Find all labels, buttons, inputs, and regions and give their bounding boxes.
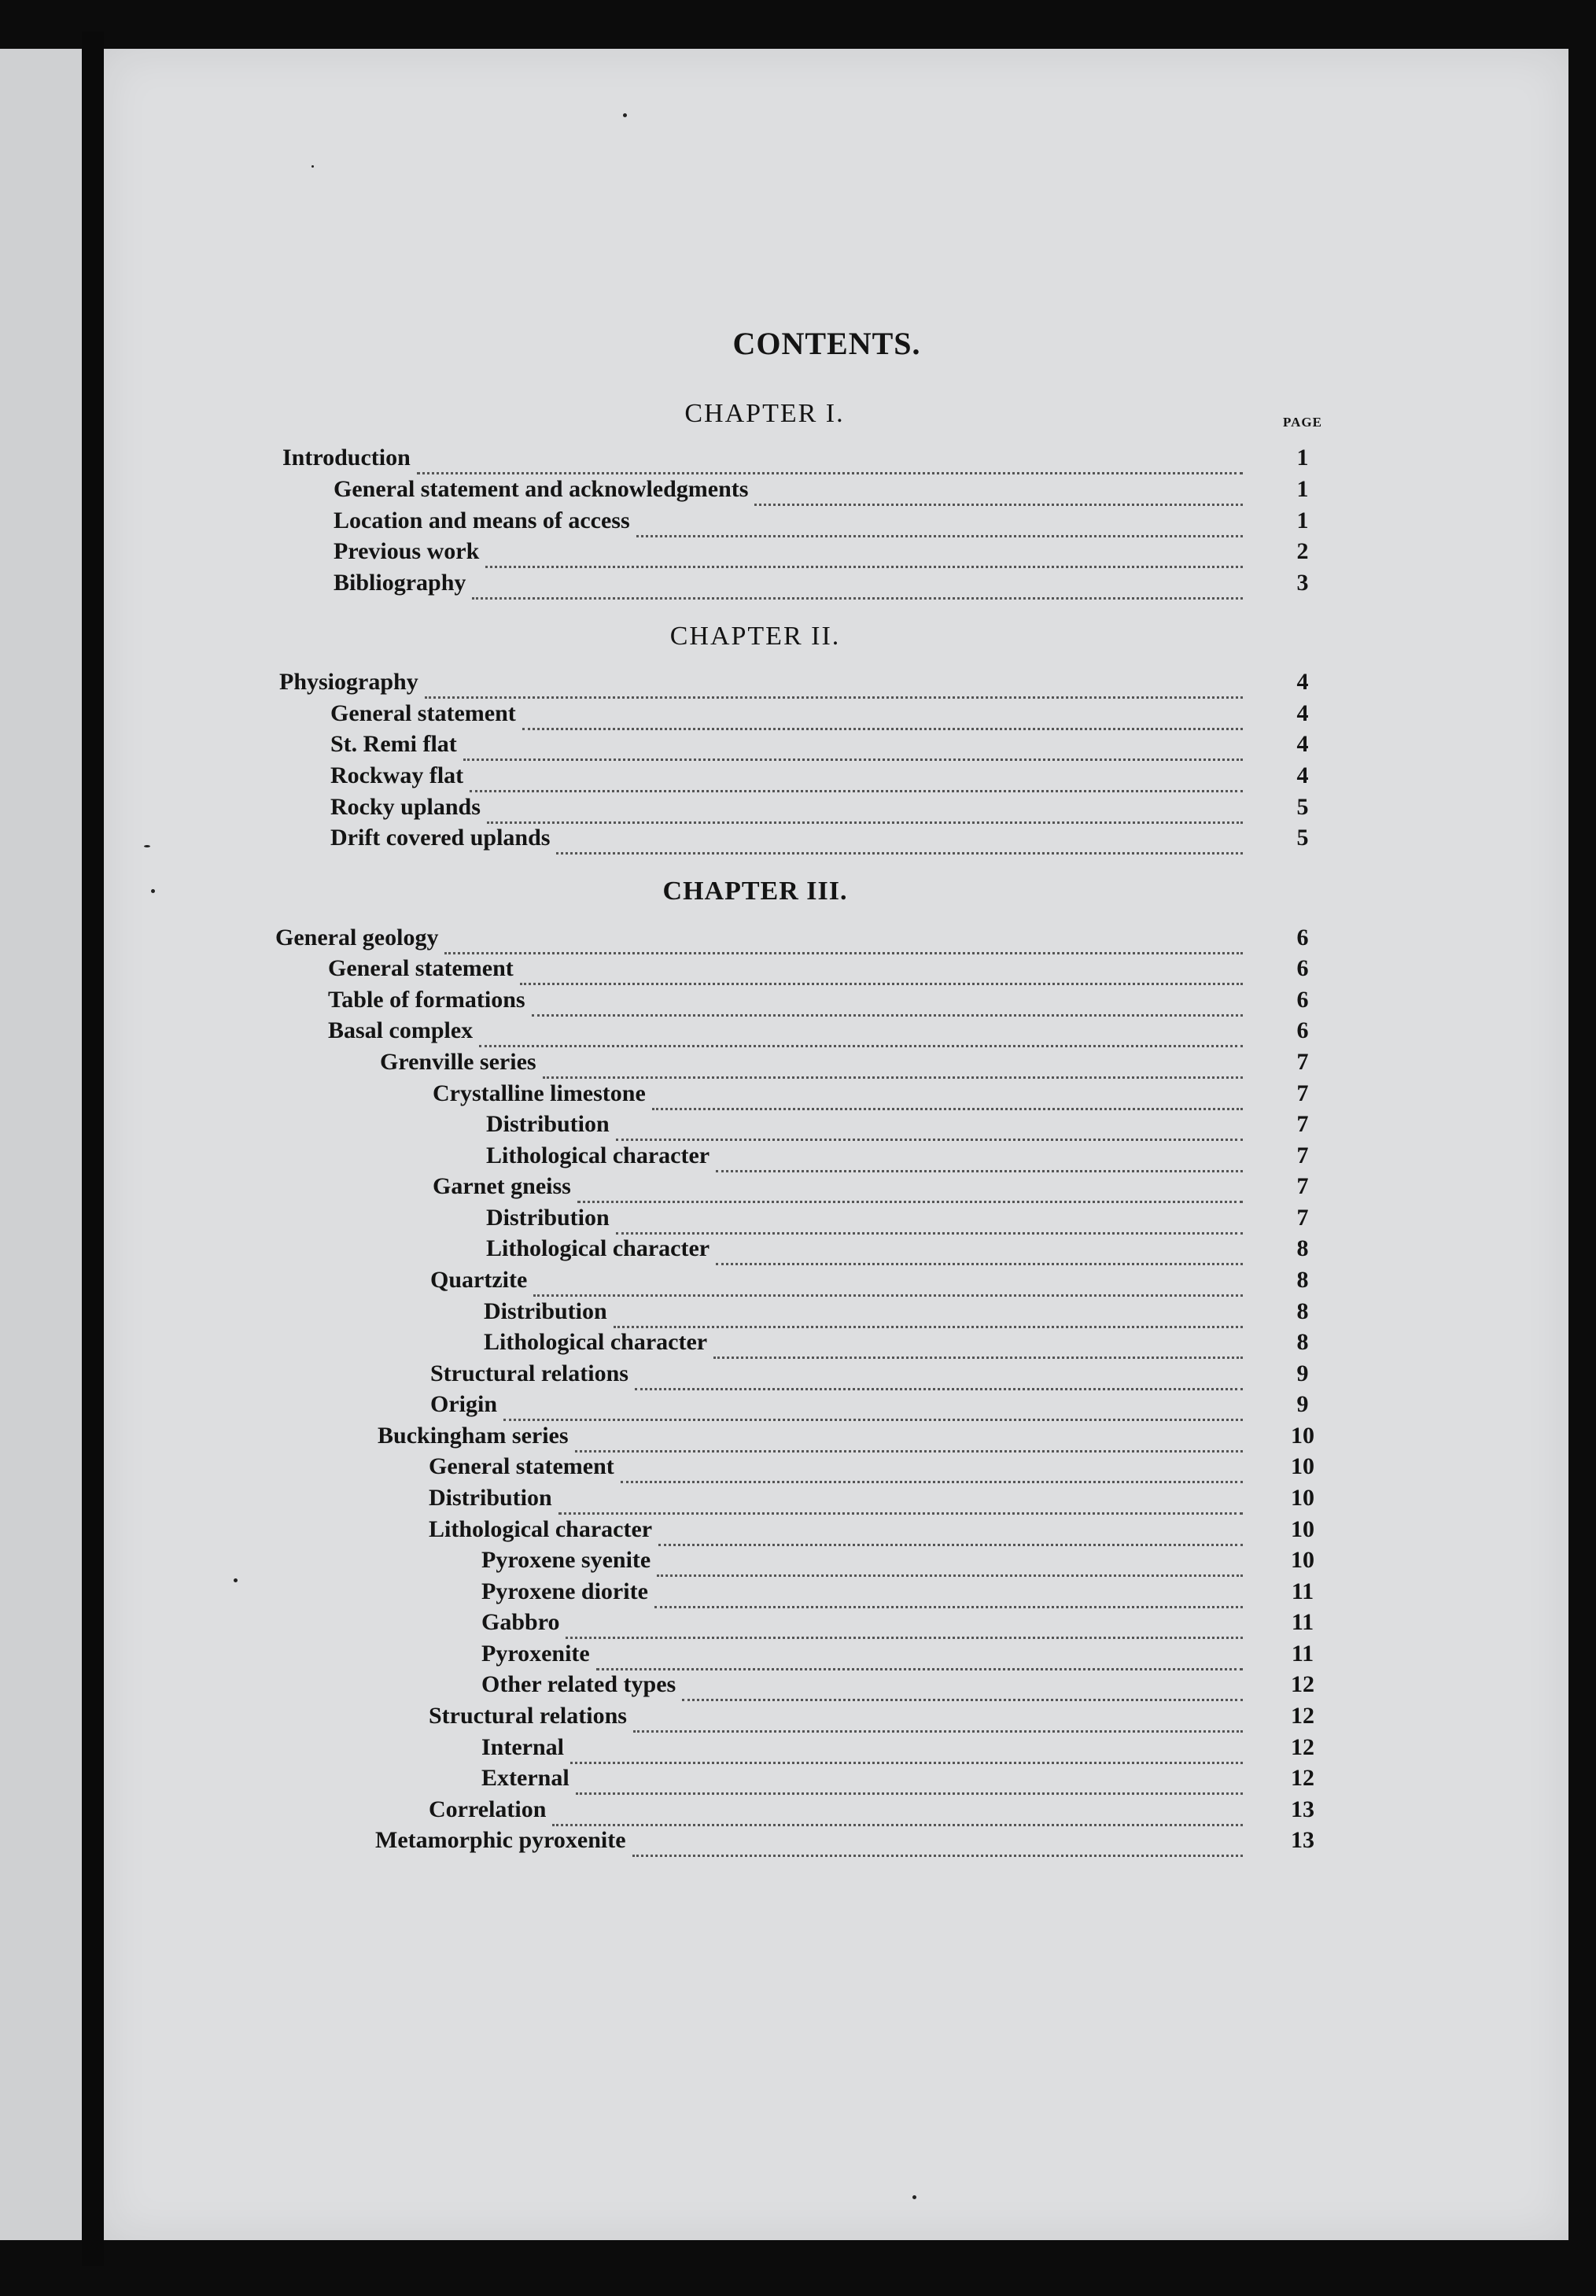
toc-entry-page: 10 xyxy=(1291,1547,1314,1573)
dot-leader xyxy=(635,1364,1243,1390)
toc-entry xyxy=(486,1109,1326,1140)
toc-entry xyxy=(481,1545,1326,1576)
toc-entry-page: 1 xyxy=(1296,445,1309,471)
toc-entry-label: External xyxy=(481,1765,569,1791)
toc-entry-label: Distribution xyxy=(429,1485,552,1511)
table-of-contents xyxy=(104,49,1568,2240)
dot-leader xyxy=(558,1489,1243,1515)
dot-leader xyxy=(577,1177,1243,1203)
toc-entry-page: 11 xyxy=(1291,1609,1314,1635)
toc-entry-page: 5 xyxy=(1296,794,1309,820)
toc-entry xyxy=(328,984,1326,1016)
toc-entry-label: Gabbro xyxy=(481,1609,560,1635)
dot-leader xyxy=(566,1613,1243,1639)
toc-entry xyxy=(484,1327,1326,1358)
toc-entry xyxy=(429,1700,1326,1732)
toc-entry xyxy=(481,1732,1326,1763)
toc-entry xyxy=(481,1576,1326,1608)
toc-entry-label: Introduction xyxy=(282,445,411,471)
dot-leader xyxy=(616,1209,1243,1235)
dot-leader xyxy=(621,1457,1243,1483)
dot-leader xyxy=(522,704,1243,730)
dot-leader xyxy=(716,1146,1243,1172)
dot-leader xyxy=(479,1021,1243,1047)
dot-leader xyxy=(716,1239,1243,1265)
toc-entry xyxy=(486,1140,1326,1172)
toc-entry-label: Distribution xyxy=(484,1298,607,1324)
toc-entry-label: Rocky uplands xyxy=(330,794,481,820)
dot-leader xyxy=(713,1333,1243,1359)
toc-entry-page: 8 xyxy=(1296,1235,1309,1261)
toc-entry-label: St. Remi flat xyxy=(330,731,457,757)
page-title: CONTENTS. xyxy=(732,326,921,361)
toc-entry-page: 6 xyxy=(1296,1017,1309,1043)
toc-entry-label: General statement and acknowledgments xyxy=(334,476,749,502)
toc-entry-label: Distribution xyxy=(486,1111,610,1137)
toc-entry xyxy=(282,442,1326,474)
toc-entry-label: General statement xyxy=(330,700,516,726)
dot-leader xyxy=(552,1800,1243,1826)
facing-page-edge xyxy=(0,49,82,2240)
toc-entry-page: 12 xyxy=(1291,1671,1314,1697)
toc-entry-label: General geology xyxy=(275,925,439,951)
toc-entry-page: 13 xyxy=(1291,1827,1314,1853)
toc-entry-page: 1 xyxy=(1296,508,1309,533)
dot-leader xyxy=(576,1769,1243,1795)
toc-entry-label: Lithological character xyxy=(429,1516,653,1542)
chapter-heading: CHAPTER I. xyxy=(684,399,845,428)
toc-entry-page: 10 xyxy=(1291,1516,1314,1542)
toc-entry xyxy=(481,1607,1326,1638)
dot-leader xyxy=(652,1084,1243,1110)
toc-entry-label: Metamorphic pyroxenite xyxy=(375,1827,626,1853)
toc-entry xyxy=(330,698,1326,729)
toc-entry xyxy=(481,1763,1326,1794)
toc-entry-label: Location and means of access xyxy=(334,508,630,533)
toc-entry-page: 7 xyxy=(1296,1173,1309,1199)
toc-entry-page: 5 xyxy=(1296,825,1309,851)
toc-entry-label: Lithological character xyxy=(484,1329,708,1355)
toc-entry xyxy=(328,1015,1326,1046)
toc-entry-label: Crystalline limestone xyxy=(433,1080,646,1106)
toc-entry-page: 7 xyxy=(1296,1049,1309,1075)
dot-leader xyxy=(616,1115,1243,1141)
toc-entry-page: 11 xyxy=(1291,1641,1314,1667)
toc-entry xyxy=(429,1451,1326,1482)
dot-leader xyxy=(472,574,1243,600)
toc-entry-label: General statement xyxy=(429,1453,614,1479)
toc-entry-label: Pyroxene diorite xyxy=(481,1578,648,1604)
toc-entry-label: Pyroxene syenite xyxy=(481,1547,651,1573)
toc-entry-page: 7 xyxy=(1296,1205,1309,1231)
toc-entry-page: 11 xyxy=(1291,1578,1314,1604)
chapter-heading: CHAPTER III. xyxy=(662,877,848,906)
toc-entry-page: 4 xyxy=(1296,731,1309,757)
toc-entry xyxy=(481,1669,1326,1700)
toc-entry-page: 4 xyxy=(1296,669,1309,695)
toc-entry xyxy=(430,1389,1326,1420)
toc-entry-page: 3 xyxy=(1296,570,1309,596)
toc-entry-label: Structural relations xyxy=(430,1360,628,1386)
toc-entry-page: 10 xyxy=(1291,1485,1314,1511)
dot-leader xyxy=(503,1395,1243,1421)
toc-entry-label: Table of formations xyxy=(328,987,525,1013)
dot-leader xyxy=(417,448,1243,474)
toc-entry-page: 4 xyxy=(1296,762,1309,788)
chapter-heading: CHAPTER II. xyxy=(669,622,841,651)
toc-entry-page: 8 xyxy=(1296,1298,1309,1324)
dot-leader xyxy=(463,735,1243,761)
page-column-label: PAGE xyxy=(1283,415,1322,430)
toc-entry-page: 9 xyxy=(1296,1391,1309,1417)
toc-entry xyxy=(334,474,1326,505)
toc-entry-page: 6 xyxy=(1296,925,1309,951)
toc-entry xyxy=(433,1078,1326,1109)
toc-entry-label: Internal xyxy=(481,1734,564,1760)
toc-entry-page: 12 xyxy=(1291,1734,1314,1760)
toc-entry xyxy=(430,1358,1326,1390)
toc-entry xyxy=(433,1171,1326,1202)
dot-leader xyxy=(754,480,1243,506)
toc-entry xyxy=(334,536,1326,567)
toc-entry-page: 12 xyxy=(1291,1703,1314,1729)
dot-leader xyxy=(470,766,1243,792)
dot-leader xyxy=(575,1427,1243,1453)
toc-entry xyxy=(380,1046,1326,1078)
dot-leader xyxy=(425,673,1243,699)
toc-entry-label: Origin xyxy=(430,1391,498,1417)
toc-entry xyxy=(486,1202,1326,1234)
toc-entry-page: 2 xyxy=(1296,538,1309,564)
toc-entry-page: 6 xyxy=(1296,955,1309,981)
toc-entry xyxy=(328,953,1326,984)
toc-entry xyxy=(275,922,1326,954)
toc-entry xyxy=(484,1296,1326,1327)
toc-entry-label: Garnet gneiss xyxy=(433,1173,571,1199)
dot-leader xyxy=(533,1271,1243,1297)
dot-leader xyxy=(658,1520,1243,1546)
dot-leader xyxy=(543,1053,1243,1079)
toc-entry xyxy=(429,1794,1326,1825)
toc-entry xyxy=(334,505,1326,537)
dot-leader xyxy=(485,542,1243,568)
dot-leader xyxy=(520,959,1243,985)
toc-entry-page: 4 xyxy=(1296,700,1309,726)
toc-entry xyxy=(330,792,1326,823)
dot-leader xyxy=(654,1582,1243,1608)
toc-entry-page: 12 xyxy=(1291,1765,1314,1791)
dot-leader xyxy=(636,511,1243,537)
toc-entry-label: Distribution xyxy=(486,1205,610,1231)
toc-entry-label: Basal complex xyxy=(328,1017,474,1043)
dot-leader xyxy=(614,1302,1243,1328)
toc-entry-label: Correlation xyxy=(429,1796,547,1822)
toc-entry-label: Lithological character xyxy=(486,1142,710,1168)
toc-entry-label: Other related types xyxy=(481,1671,676,1697)
binding-gutter xyxy=(82,31,104,2266)
toc-entry-page: 7 xyxy=(1296,1142,1309,1168)
toc-entry-page: 9 xyxy=(1296,1360,1309,1386)
toc-entry-page: 7 xyxy=(1296,1080,1309,1106)
toc-entry-page: 6 xyxy=(1296,987,1309,1013)
dot-leader xyxy=(633,1707,1243,1733)
dot-leader xyxy=(657,1551,1243,1577)
dot-leader xyxy=(487,798,1243,824)
toc-entry-page: 10 xyxy=(1291,1423,1314,1449)
toc-entry-label: General statement xyxy=(328,955,514,981)
toc-entry-label: Structural relations xyxy=(429,1703,627,1729)
dot-leader xyxy=(570,1738,1243,1764)
toc-entry xyxy=(330,729,1326,760)
toc-entry xyxy=(279,666,1326,698)
dot-leader xyxy=(444,928,1243,954)
toc-entry-label: Buckingham series xyxy=(378,1423,569,1449)
toc-entry-label: Bibliography xyxy=(334,570,466,596)
dot-leader xyxy=(682,1675,1243,1701)
toc-entry xyxy=(375,1825,1326,1856)
toc-entry-label: Physiography xyxy=(279,669,418,695)
toc-entry xyxy=(481,1638,1326,1670)
toc-entry-label: Drift covered uplands xyxy=(330,825,551,851)
toc-entry xyxy=(429,1514,1326,1545)
toc-entry xyxy=(378,1420,1326,1452)
toc-entry xyxy=(330,822,1326,854)
toc-entry-page: 10 xyxy=(1291,1453,1314,1479)
toc-entry-page: 8 xyxy=(1296,1267,1309,1293)
toc-entry-label: Rockway flat xyxy=(330,762,464,788)
toc-entry-label: Grenville series xyxy=(380,1049,536,1075)
dot-leader xyxy=(632,1831,1243,1857)
dot-leader xyxy=(532,991,1243,1017)
dot-leader xyxy=(556,829,1243,855)
toc-entry-page: 1 xyxy=(1296,476,1309,502)
toc-entry-label: Pyroxenite xyxy=(481,1641,590,1667)
toc-entry-label: Lithological character xyxy=(486,1235,710,1261)
toc-entry xyxy=(334,567,1326,599)
toc-entry xyxy=(429,1482,1326,1514)
toc-entry xyxy=(430,1264,1326,1296)
toc-entry-page: 13 xyxy=(1291,1796,1314,1822)
toc-entry-label: Quartzite xyxy=(430,1267,528,1293)
toc-entry-page: 8 xyxy=(1296,1329,1309,1355)
toc-entry xyxy=(330,760,1326,792)
toc-entry-label: Previous work xyxy=(334,538,480,564)
dot-leader xyxy=(596,1644,1243,1670)
toc-entry xyxy=(486,1233,1326,1264)
toc-entry-page: 7 xyxy=(1296,1111,1309,1137)
contents-page xyxy=(104,49,1568,2240)
